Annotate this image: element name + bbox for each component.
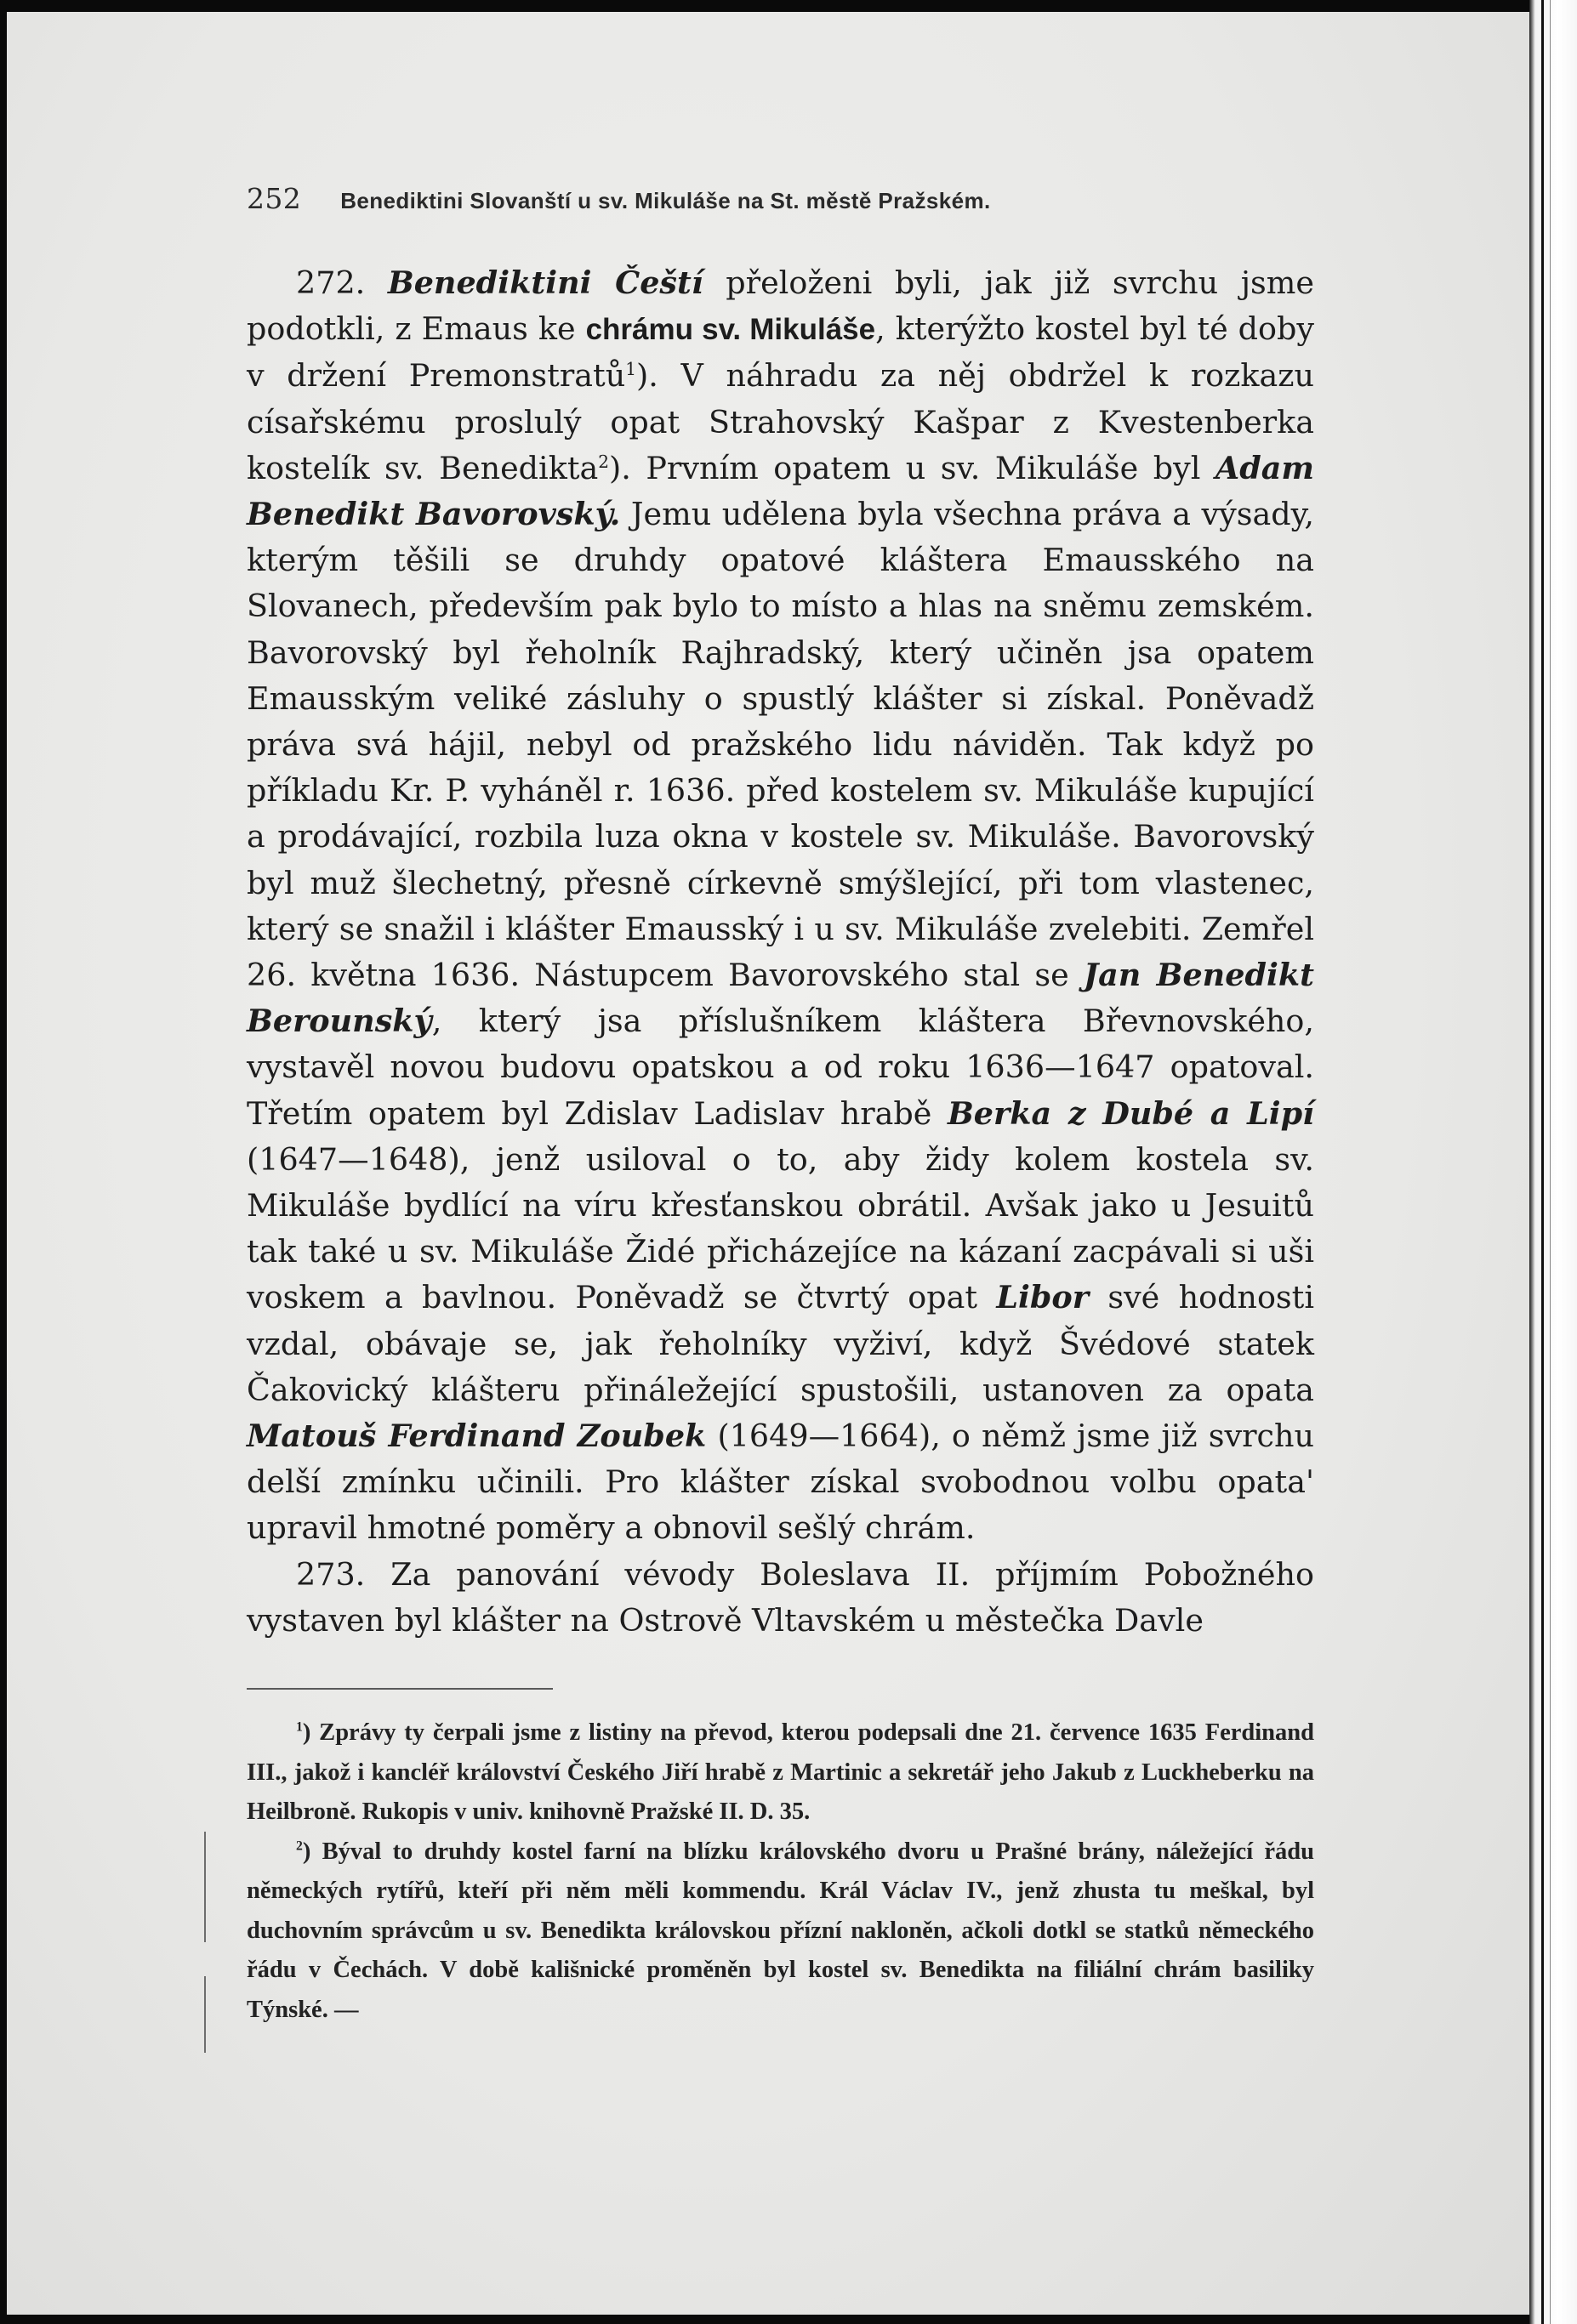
- text-run: ) Býval to druhdy kostel farní na blízku královského dvoru u Prašné brány, náležející řádu německých rytířů, kteří při něm měli kommendu. Král Václav IV., jenž zhusta tu meškal, byl duchovním správcům u sv. Benedikta královskou přízní nakloněn, ačkoli dotkl se statků německého řádu v Čechách. V době kališnické proměněn byl kostel sv. Benedikta na filiální chrám basiliky Týnské. —: [247, 1838, 1314, 2023]
- footnote-ref: 2: [296, 1838, 303, 1854]
- text-run: ) Zprávy ty čerpali jsme z listiny na převod, kterou podepsali dne 21. července 1635 Ferdinand III., jakož i kancléř království Českého Jiří hrabě z Martinic a sekretář jeho Jakub z Luckheberku na Heilbroně. Rukopis v univ. knihovně Pražské II. D. 35.: [247, 1719, 1314, 1826]
- page-number: 252: [247, 182, 302, 215]
- footnotes: [247, 1713, 1314, 2030]
- running-head: [247, 182, 1314, 224]
- footnote-separator: [247, 1688, 553, 1690]
- footnote-1: [247, 1713, 1314, 1832]
- running-head-title: Benediktini Slovanští u sv. Mikuláše na St. městě Pražském.: [340, 188, 991, 213]
- text-run: přeloženi byli, jak již svrchu jsme podotkli, z Emaus ke: [247, 264, 1315, 348]
- page-content: [247, 182, 1314, 2030]
- paragraph-273: [247, 1552, 1314, 1644]
- italic-name: Adam Benedikt Bavorovský.: [247, 449, 1315, 533]
- italic-name: Jan Benedikt Berounský: [247, 957, 1314, 1040]
- scan-edge-line: [1550, 0, 1551, 2324]
- text-run: , který jsa příslušníkem kláštera Břevnovského, vystavěl novou budovu opatskou a od roku 1636—1647 opatoval. Třetím opatem byl Zdislav Ladislav hrabě: [247, 1003, 1314, 1132]
- text-run: 273. Za panování vévody Boleslava II. příjmím Pobožného vystaven byl klášter na Ostrově Vltavském u městečka Davle: [247, 1555, 1314, 1639]
- scan-edge-strip: [1529, 0, 1577, 2324]
- italic-name: Matouš Ferdinand Zoubek: [247, 1418, 707, 1455]
- italic-name: Libor: [996, 1279, 1089, 1316]
- text-run: Jemu udělena byla všechna práva a výsady, kterým těšili se druhdy opatové kláštera Emausského na Slovanech, především pak bylo to místo a hlas na sněmu zemském. Bavorovský byl řeholník Rajhradský, který učiněn jsa opatem Emausským veliké zásluhy o spustlý klášter si získal. Poněvadž práva svá hájil, nebyl od pražského lidu náviděn. Tak když po příkladu Kr. P. vyháněl r. 1636. před kostelem sv. Mikuláše kupující a prodávající, rozbila luza okna v kostele sv. Mikuláše. Bavorovský byl muž šlechetný, přesně církevně smýšlející, při tom vlastenec, který se snažil i klášter Emausský i u sv. Mikuláše zvelebiti. Zemřel 26. května 1636. Nástupcem Bavorovského stal se: [247, 496, 1314, 994]
- margin-pencil-line: [204, 1832, 206, 1942]
- footnote-ref: 2: [598, 451, 610, 472]
- text-run: své hodnosti vzdal, obávaje se, jak řeholníky vyživí, když Švédové statek Čakovický klášteru přináležející spustošili, ustanoven za opata: [247, 1279, 1314, 1408]
- text-run: ). V náhradu za něj obdržel k rozkazu císařskému proslulý opat Strahovský Kašpar z Kvestenberka kostelík sv. Benedikta: [247, 357, 1314, 486]
- italic-name: Berka z Dubé a Lipí: [947, 1094, 1314, 1132]
- bold-emphasis: chrámu sv. Mikuláše: [585, 313, 876, 347]
- text-run: ). Prvním opatem u sv. Mikuláše byl: [609, 449, 1215, 486]
- footnote-ref: 1: [296, 1719, 303, 1735]
- text-run: (1649—1664), o němž jsme již svrchu delší zmínku učinili. Pro klášter získal svobodnou volbu opata' upravil hmotné poměry a obnovil sešlý chrám.: [247, 1418, 1315, 1547]
- text-run: , kterýžto kostel byl té doby v držení Premonstratů: [247, 310, 1315, 395]
- footnote-ref: 1: [625, 359, 636, 380]
- text-run: 272.: [296, 264, 388, 301]
- book-page: [7, 12, 1529, 2315]
- text-run: (1647—1648), jenž usiloval o to, aby židy kolem kostela sv. Mikuláše bydlící na víru křesťanskou obrátil. Avšak jako u Jesuitů tak také u sv. Mikuláše Židé přicházejíce na kázaní zacpávali si uši voskem a bavlnou. Poněvadž se čtvrtý opat: [247, 1140, 1314, 1316]
- paragraph-272: [247, 260, 1314, 1552]
- footnote-2: [247, 1832, 1314, 2031]
- body-text: [247, 260, 1314, 1644]
- margin-pencil-line: [204, 1976, 206, 2053]
- italic-name: Benediktini Čeští: [387, 264, 703, 301]
- scan-edge-line: [1541, 0, 1544, 2324]
